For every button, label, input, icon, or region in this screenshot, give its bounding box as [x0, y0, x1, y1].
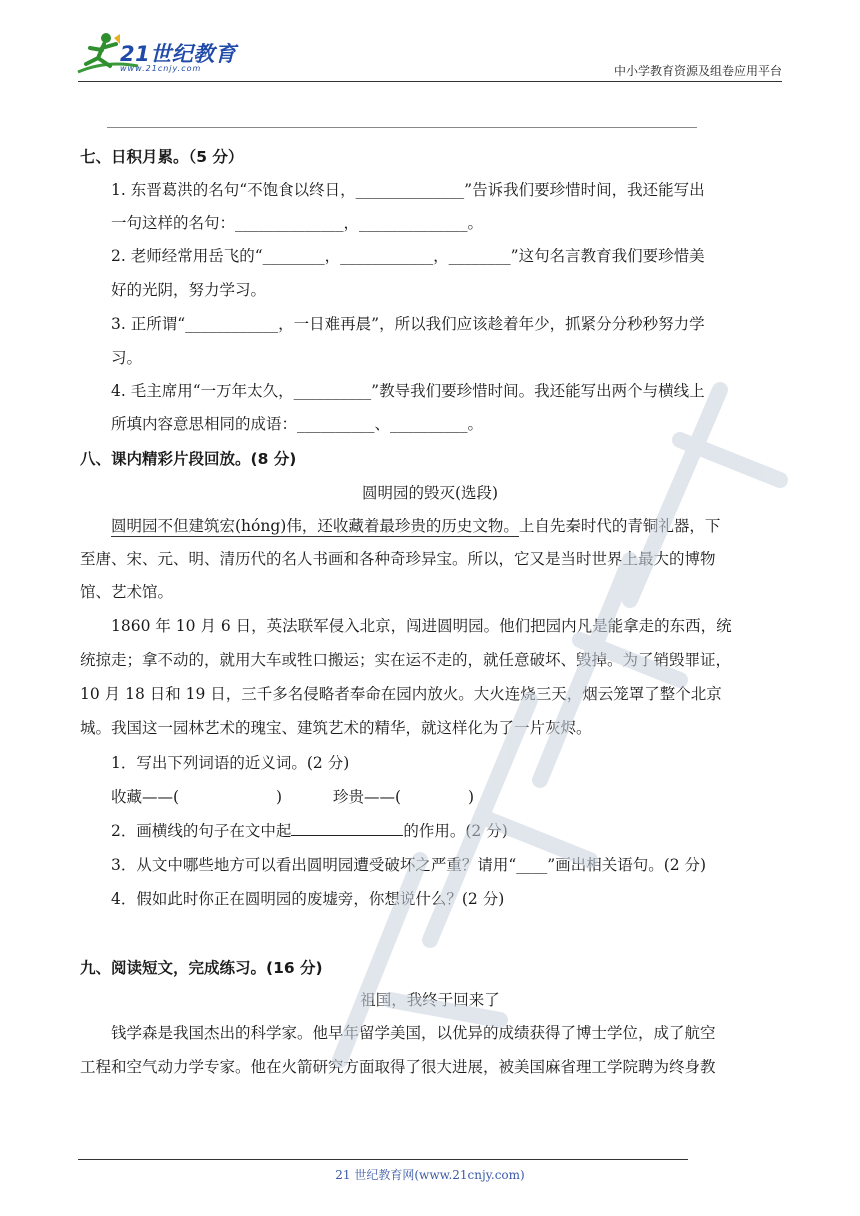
sec8-p2-line2: 统掠走；拿不动的，就用大车或牲口搬运；实在运不走的，就任意破坏、毁掉。为了销毁罪证， [80, 651, 732, 669]
sec7-q4-line2: 所填内容意思相同的成语：__________、__________。 [111, 415, 484, 433]
sec7-q3-line2: 习。 [111, 349, 143, 367]
sec8-p1-line2: 至唐、宋、元、明、清历代的名人书画和各种奇珍异宝。所以，它又是当时世界上最大的博物 [80, 550, 716, 568]
section-7-title: 七、日积月累。（5 分） [80, 148, 244, 166]
sec8-p1-line3: 馆、艺术馆。 [80, 583, 174, 601]
footer-divider [78, 1159, 688, 1160]
header-divider [78, 81, 782, 82]
sec8-q4: 4．假如此时你正在圆明园的废墟旁，你想说什么？(2 分) [111, 890, 505, 908]
sec8-q2: 2．画横线的句子在文中起 的作用。(2 分) [111, 822, 508, 840]
sec7-q2-line1: 2. 老师经常用岳飞的“________，____________，________”这句名言教育我们要珍惜美 [111, 247, 705, 265]
sec8-q1-word2: 珍贵——( [333, 788, 402, 806]
sec7-q1-line2: 一句这样的名句：______________，______________。 [111, 214, 484, 232]
sec8-passage-title: 圆明园的毁灭(选段) [361, 484, 499, 502]
logo-text: 21世纪教育 [120, 42, 237, 66]
sec7-q2-line2: 好的光阴，努力学习。 [111, 281, 267, 299]
sec8-p2-line3: 10 月 18 日和 19 日，三千多名侵略者奉命在园内放火。大火连烧三天，烟云笼罩了整个北京 [80, 685, 722, 703]
sec8-p2-line1: 1860 年 10 月 6 日，英法联军侵入北京，闯进圆明园。他们把园内凡是能拿走的东西，统 [111, 617, 732, 635]
section-separator [107, 127, 697, 128]
sec7-q3-line1: 3. 正所谓“____________，一日难再晨”，所以我们应该趁着年少，抓紧分分秒秒努力学 [111, 315, 705, 333]
sec8-p1-line1: 圆明园不但建筑宏(hóng)伟，还收藏着最珍贵的历史文物。上自先秦时代的青铜礼器，下 [111, 517, 721, 535]
sec8-q1: 1．写出下列词语的近义词。(2 分) [111, 754, 350, 772]
platform-name: 中小学教育资源及组卷应用平台 [613, 64, 782, 78]
section-8-title: 八、课内精彩片段回放。(8 分) [80, 450, 297, 468]
sec8-p2-line4: 城。我国这一园林艺术的瑰宝、建筑艺术的精华，就这样化为了一片灰烬。 [80, 719, 592, 737]
sec9-p1-line2: 工程和空气动力学专家。他在火箭研究方面取得了很大进展，被美国麻省理工学院聘为终身教 [80, 1058, 716, 1076]
footer-text[interactable]: 21 世纪教育网(www.21cnjy.com) [335, 1168, 525, 1182]
sec9-p1-line1: 钱学森是我国杰出的科学家。他早年留学美国，以优异的成绩获得了博士学位，成了航空 [111, 1024, 716, 1042]
sec7-q1-line1: 1. 东晋葛洪的名句“不饱食以终日，______________”告诉我们要珍惜时间，我还能写出 [111, 181, 705, 199]
sec8-q3: 3．从文中哪些地方可以看出圆明园遭受破坏之严重？请用“____”画出相关语句。(2 分) [111, 856, 707, 874]
sec7-q4-line1: 4. 毛主席用“一万年太久，__________”教导我们要珍惜时间。我还能写出两个与横线上 [111, 382, 705, 400]
underlined-sentence: 圆明园不但建筑宏(hóng)伟，还收藏着最珍贵的历史文物。 [111, 517, 519, 535]
logo-subtext: www.21cnjy.com [120, 64, 202, 73]
sec8-q1-word2-close: ) [468, 788, 475, 806]
answer-blank[interactable] [291, 821, 403, 836]
sec8-q1-word1-close: ) [276, 788, 283, 806]
section-9-title: 九、阅读短文，完成练习。(16 分) [80, 959, 323, 977]
sec9-passage-title: 祖国，我终于回来了 [360, 991, 500, 1009]
sec8-q1-word1: 收藏——( [111, 788, 180, 806]
